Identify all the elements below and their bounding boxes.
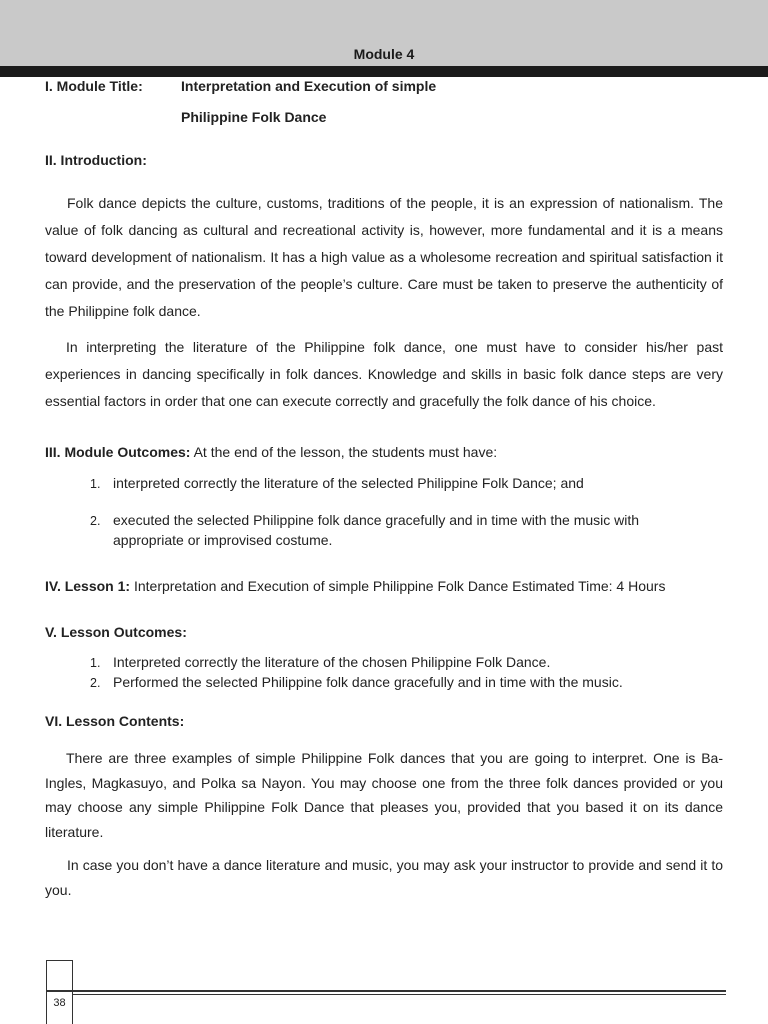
lesson-1-line	[45, 576, 665, 596]
list-item-text-line-1: executed the selected Philippine folk dance gracefully and in time with the music with	[113, 512, 640, 528]
page-number: 38	[53, 997, 66, 1009]
list-item-number: 1.	[90, 656, 101, 670]
module-outcomes-lead: At the end of the lesson, the students must have:	[193, 444, 498, 460]
list-item-text: Interpreted correctly the literature of the chosen Philippine Folk Dance.	[113, 654, 551, 670]
list-item-text-line-2: appropriate or improvised costume.	[113, 532, 333, 548]
lesson-contents-heading: VI. Lesson Contents:	[45, 713, 185, 729]
lesson-1-heading: IV. Lesson 1:	[45, 578, 131, 594]
module-outcomes-line	[45, 442, 497, 462]
list-item-number: 2.	[90, 676, 101, 690]
list-item-number: 2.	[90, 514, 101, 528]
lesson-contents-paragraph-2: In case you don’t have a dance literature and music, you may ask your instructor to provide and send it to you.	[45, 857, 723, 898]
footer-rule	[46, 990, 726, 992]
lesson-1-text: Interpretation and Execution of simple Philippine Folk Dance Estimated Time: 4 Hours	[133, 578, 666, 594]
list-item-text: Performed the selected Philippine folk dance gracefully and in time with the music.	[113, 674, 623, 690]
module-number-title: Module 4	[353, 46, 415, 62]
introduction-paragraph-2: In interpreting the literature of the Philippine folk dance, one must have to consider his/her past experiences in dancing specifically in folk dances. Knowledge and skills in basic folk dance steps are very essential factors in order that one can execute correctly and gracefully the folk dance of his choice.	[45, 339, 723, 409]
module-title-line-2: Philippine Folk Dance	[181, 109, 327, 125]
list-item-number: 1.	[90, 477, 101, 491]
introduction-heading: II. Introduction:	[45, 152, 147, 168]
page-number-box	[46, 960, 73, 1024]
list-item-text: interpreted correctly the literature of the selected Philippine Folk Dance; and	[113, 475, 584, 491]
lesson-outcomes-heading: V. Lesson Outcomes:	[45, 624, 187, 640]
module-title-line-1: Interpretation and Execution of simple	[181, 78, 437, 94]
module-title-label: I. Module Title:	[45, 78, 143, 94]
footer-rule-thin	[73, 994, 726, 995]
module-outcomes-heading: III. Module Outcomes:	[45, 444, 191, 460]
lesson-contents-paragraph-1: There are three examples of simple Philippine Folk dances that you are going to interpret. One is Ba-Ingles, Magkasuyo, and Polka sa Nayon. You may choose one from the three folk dances provided or you may choose any simple Philippine Folk Dance that pleases you, provided that you based it on its dance literature.	[45, 750, 723, 840]
introduction-paragraph-1: Folk dance depicts the culture, customs, traditions of the people, it is an expression of nationalism. The value of folk dancing as cultural and recreational activity is, however, more fundamental and it is a means toward development of nationalism. It has a high value as a wholesome recreation and spiritual satisfaction it can provide, and the preservation of the people’s culture. Care must be taken to preserve the authenticity of the Philippine folk dance.	[45, 195, 723, 319]
